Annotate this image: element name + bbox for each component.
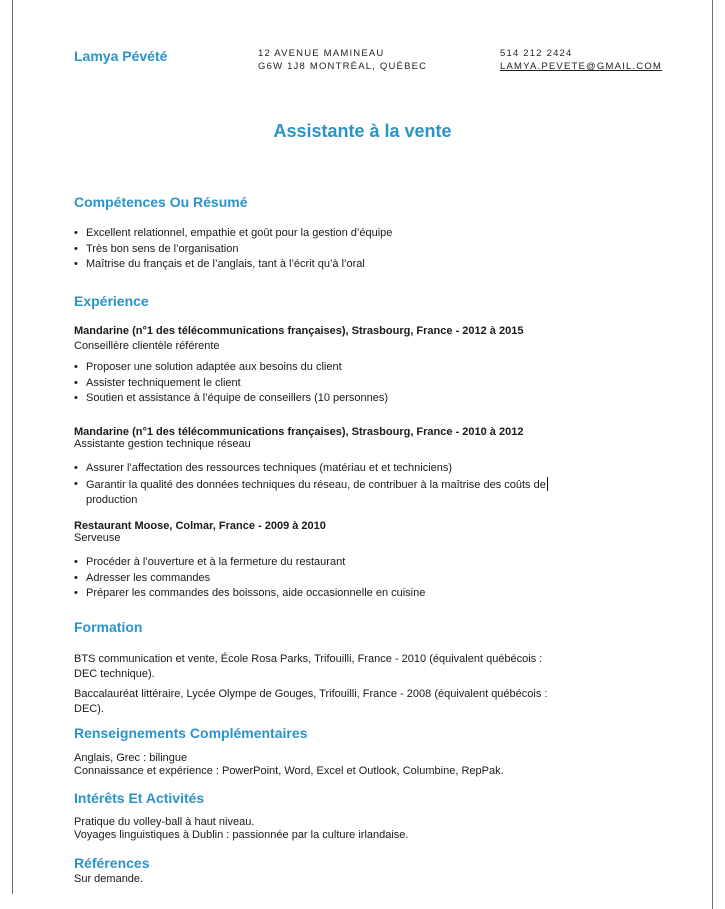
additional-info (74, 751, 504, 779)
education-heading: Formation (74, 619, 143, 635)
job-role: Assistante gestion technique réseau (74, 438, 251, 450)
job-title-line: Mandarine (n°1 des télécommunications françaises), Strasbourg, France - 2010 à 2012 (74, 426, 524, 438)
interests-heading: Intérêts Et Activités (74, 790, 205, 806)
job-entry (74, 425, 523, 452)
education-line: DEC technique). (74, 668, 155, 680)
phone-number: 514 212 2424 (500, 48, 573, 59)
education-line: BTS communication et vente, École Rosa Parks, Trifouilli, France - 2010 (équivalent québécois : (74, 653, 543, 665)
education-entry (74, 652, 542, 682)
job-entry (74, 324, 523, 354)
text-cursor (547, 477, 548, 491)
list-item: • Assister techniquement le client (74, 376, 388, 392)
info-line: Connaissance et expérience : PowerPoint, Word, Excel et Outlook, Columbine, RepPak. (74, 765, 504, 777)
list-item-continuation (74, 493, 548, 509)
skills-list (74, 226, 392, 273)
list-item: • Adresser les commandes (74, 571, 425, 587)
address-line-2: G6W 1J8 MONTRÉAL, QUÉBEC (258, 61, 428, 72)
info-line: Anglais, Grec : bilingue (74, 752, 188, 764)
info-line: Pratique du volley-ball à haut niveau. (74, 816, 255, 828)
list-item-text: Garantir la qualité des données techniques du réseau, de contribuer à la maîtrise des coûts de (86, 478, 546, 491)
list-item: • Maîtrise du français et de l’anglais, tant à l’écrit qu’à l’oral (74, 257, 392, 273)
job-role: Conseillère clientèle référente (74, 340, 220, 352)
skills-heading: Compétences Ou Résumé (74, 194, 248, 210)
candidate-name: Lamya Pévété (74, 48, 168, 64)
job-title-line: Mandarine (n°1 des télécommunications françaises), Strasbourg, France - 2012 à 2015 (74, 325, 524, 337)
job-duties (74, 461, 548, 509)
list-item: • Excellent relationnel, empathie et goût pour la gestion d’équipe (74, 226, 392, 242)
interests-info (74, 815, 409, 843)
job-title: Assistante à la vente (273, 121, 452, 141)
info-line: Voyages linguistiques à Dublin : passionnée par la culture irlandaise. (74, 829, 409, 841)
list-item: • Proposer une solution adaptée aux besoins du client (74, 360, 388, 376)
list-item: • Préparer les commandes des boissons, aide occasionnelle en cuisine (74, 586, 425, 602)
list-item: • Assurer l’affectation des ressources techniques (matériau et et techniciens) (74, 461, 548, 477)
experience-heading: Expérience (74, 293, 149, 309)
job-duties (74, 360, 388, 407)
additional-heading: Renseignements Complémentaires (74, 725, 308, 741)
job-duties (74, 555, 425, 602)
education-line: DEC). (74, 703, 104, 715)
address-block (258, 47, 427, 73)
email-link[interactable]: LAMYA.PEVETE@GMAIL.COM (500, 61, 663, 72)
job-entry (74, 519, 326, 546)
job-title-line: Restaurant Moose, Colmar, France - 2009 à 2010 (74, 520, 326, 532)
references-text: Sur demande. (74, 873, 144, 885)
list-item: • Soutien et assistance à l’équipe de conseillers (10 personnes) (74, 391, 388, 407)
education-line: Baccalauréat littéraire, Lycée Olympe de Gouges, Trifouilli, France - 2008 (équivalent québécois : (74, 688, 548, 700)
list-item-text: production (86, 494, 138, 506)
list-item: • Procéder à l’ouverture et à la fermeture du restaurant (74, 555, 425, 571)
education-entry (74, 687, 547, 717)
list-item (74, 477, 548, 494)
job-role: Serveuse (74, 532, 121, 544)
contact-block (500, 47, 662, 73)
address-line-1: 12 AVENUE MAMINEAU (258, 48, 385, 59)
references-heading: Références (74, 855, 150, 871)
list-item: • Très bon sens de l’organisation (74, 242, 392, 258)
